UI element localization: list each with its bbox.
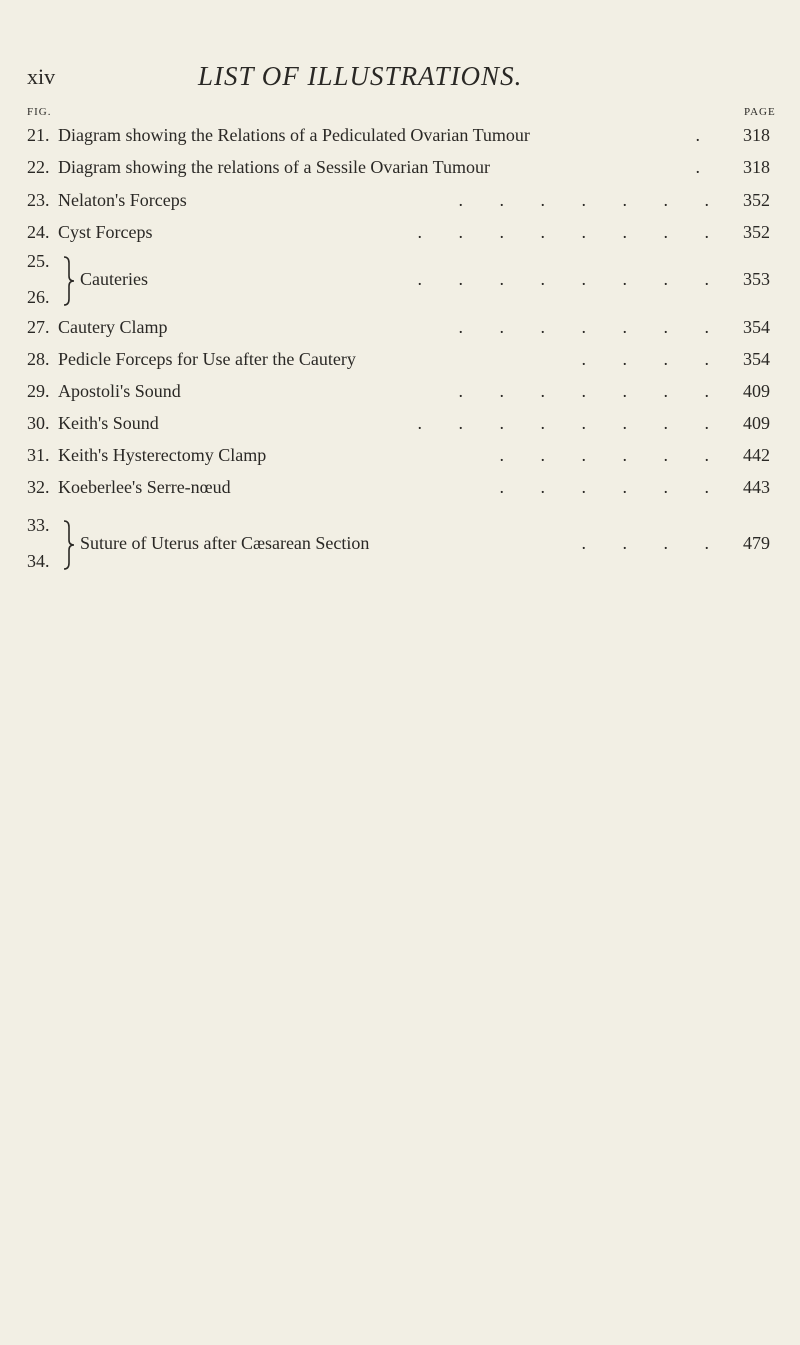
- fig-title: Cyst Forceps: [58, 222, 153, 242]
- dot-leaders: . . . . . .: [499, 445, 709, 465]
- dot-leaders: .: [695, 125, 700, 145]
- list-item: [0, 442, 800, 468]
- fig-title: Diagram showing the Relations of a Pediculated Ovarian Tumour: [58, 125, 530, 145]
- list-item: [0, 122, 800, 148]
- page-ref: 479: [743, 533, 770, 553]
- fig-title: Pedicle Forceps for Use after the Cautery: [58, 349, 356, 369]
- fig-number: 32.: [27, 477, 50, 497]
- fig-title: Cauteries: [80, 269, 148, 289]
- list-item: [0, 346, 800, 372]
- dot-leaders: . . . . . . . .: [417, 413, 709, 433]
- fig-title: Keith's Hysterectomy Clamp: [58, 445, 267, 465]
- list-item-grouped: [0, 514, 800, 574]
- page-ref: 409: [743, 413, 770, 433]
- page-ref: 409: [743, 381, 770, 401]
- fig-number: 33.: [27, 515, 50, 535]
- dot-leaders: . . . . . . .: [458, 317, 709, 337]
- fig-number: 27.: [27, 317, 50, 337]
- page-ref: 352: [743, 222, 770, 242]
- page-ref: 318: [743, 157, 770, 177]
- fig-column-header: FIG.: [27, 106, 52, 118]
- fig-number: 25.: [27, 251, 50, 271]
- fig-number: 24.: [27, 222, 50, 242]
- fig-title: Cautery Clamp: [58, 317, 168, 337]
- fig-title: Suture of Uterus after Cæsarean Section: [80, 533, 370, 553]
- brace-icon: [62, 520, 76, 570]
- fig-number: 21.: [27, 125, 50, 145]
- page-ref: 354: [743, 317, 770, 337]
- fig-title: Koeberlee's Serre-nœud: [58, 477, 231, 497]
- list-item: [0, 378, 800, 404]
- fig-number: 31.: [27, 445, 50, 465]
- brace-icon: [62, 256, 76, 306]
- dot-leaders: .: [695, 157, 700, 177]
- page-ref: 354: [743, 349, 770, 369]
- dot-leaders: . . . .: [581, 533, 709, 553]
- page-number: xiv: [27, 64, 56, 89]
- fig-title: Nelaton's Forceps: [58, 190, 187, 210]
- fig-title: Keith's Sound: [58, 413, 159, 433]
- running-title: LIST OF ILLUSTRATIONS.: [198, 61, 523, 91]
- fig-number: 30.: [27, 413, 50, 433]
- list-item: [0, 474, 800, 500]
- page-ref: 318: [743, 125, 770, 145]
- page-ref: 352: [743, 190, 770, 210]
- list-item-grouped: [0, 250, 800, 310]
- list-item: [0, 314, 800, 340]
- page-ref: 442: [743, 445, 770, 465]
- fig-title: Diagram showing the relations of a Sessile Ovarian Tumour: [58, 157, 490, 177]
- list-item: [0, 154, 800, 180]
- fig-number: 34.: [27, 551, 50, 571]
- fig-number: 23.: [27, 190, 50, 210]
- dot-leaders: . . . . . . . .: [417, 222, 709, 242]
- fig-number: 29.: [27, 381, 50, 401]
- dot-leaders: . . . .: [581, 349, 709, 369]
- page-column-header: PAGE: [744, 106, 776, 118]
- fig-number: 28.: [27, 349, 50, 369]
- dot-leaders: . . . . . .: [499, 477, 709, 497]
- list-item: [0, 410, 800, 436]
- fig-number: 22.: [27, 157, 50, 177]
- list-item: [0, 187, 800, 213]
- list-item: [0, 219, 800, 245]
- page-ref: 353: [743, 269, 770, 289]
- fig-number: 26.: [27, 287, 50, 307]
- fig-title: Apostoli's Sound: [58, 381, 181, 401]
- dot-leaders: . . . . . . .: [458, 381, 709, 401]
- dot-leaders: . . . . . . . .: [417, 269, 709, 289]
- dot-leaders: . . . . . . .: [458, 190, 709, 210]
- page-ref: 443: [743, 477, 770, 497]
